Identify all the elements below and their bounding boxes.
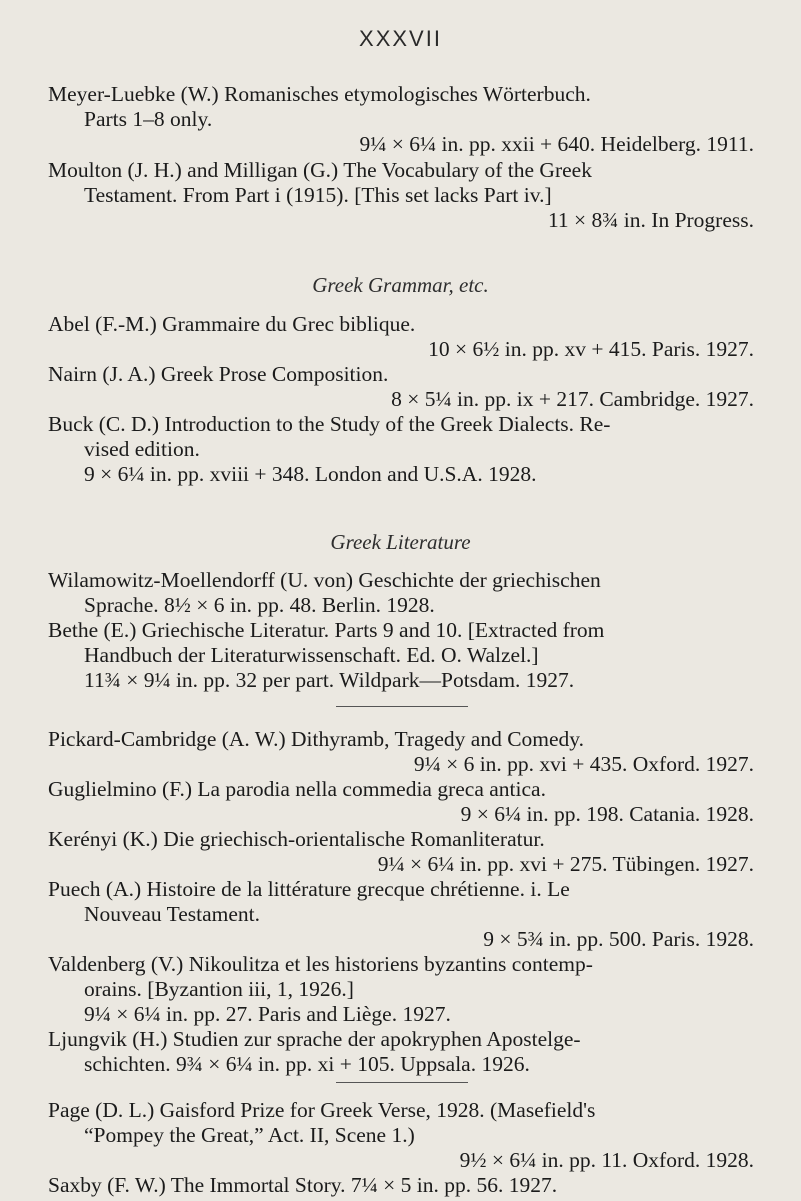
entry-abel [48,312,778,362]
entry-line: Sprache. 8½ × 6 in. pp. 48. Berlin. 1928. [84,593,435,617]
entry-line: Guglielmino (F.) La parodia nella commedia greca antica. [48,777,546,801]
entry-line: Kerényi (K.) Die griechisch-orientalische Romanliteratur. [48,827,545,851]
entry-line: 11 × 8¾ in. In Progress. [547,208,754,232]
page-number: XXXVII [359,26,442,51]
entry-line: Bethe (E.) Griechische Literatur. Parts 9 and 10. [Extracted from [48,618,605,642]
entry-line: Moulton (J. H.) and Milligan (G.) The Vocabulary of the Greek [48,158,592,182]
entry-line: 9¼ × 6¼ in. pp. xvi + 275. Tübingen. 1927. [377,852,754,876]
entry-line: 11¾ × 9¼ in. pp. 32 per part. Wildpark—Potsdam. 1927. [84,668,575,692]
entry-line: Abel (F.-M.) Grammaire du Grec biblique. [48,312,416,336]
entry-moulton [48,158,778,233]
entry-line: Parts 1–8 only. [84,107,213,131]
entry-line: Saxby (F. W.) The Immortal Story. 7¼ × 5 in. pp. 56. 1927. [48,1173,558,1197]
entry-line: 9 × 5¾ in. pp. 500. Paris. 1928. [483,927,754,951]
entry-nairn [48,362,778,412]
entry-puech [48,877,778,952]
entry-line: Pickard-Cambridge (A. W.) Dithyramb, Tragedy and Comedy. [48,727,585,751]
entry-buck [48,412,778,487]
entry-saxby [48,1173,778,1198]
entry-line: Nouveau Testament. [84,902,261,926]
entry-line: 9 × 6¼ in. pp. 198. Catania. 1928. [460,802,754,826]
entry-line: Page (D. L.) Gaisford Prize for Greek Verse, 1928. (Masefield's [48,1098,596,1122]
entry-line: 9 × 6¼ in. pp. xviii + 348. London and U.S.A. 1928. [84,462,537,486]
entry-meyer-luebke [48,82,778,157]
entry-ljungvik [48,1027,778,1077]
entry-line: 9½ × 6¼ in. pp. 11. Oxford. 1928. [459,1148,754,1172]
entry-line: orains. [Byzantion iii, 1, 1926.] [84,977,354,1001]
entry-line: schichten. 9¾ × 6¼ in. pp. xi + 105. Uppsala. 1926. [84,1052,530,1076]
entry-guglielmino [48,777,778,827]
entry-line: Handbuch der Literaturwissenschaft. Ed. O. Walzel.] [84,643,539,667]
entry-line: Puech (A.) Histoire de la littérature grecque chrétienne. i. Le [48,877,570,901]
entry-pickard-cambridge [48,727,778,777]
section-divider [336,1082,468,1083]
entry-line: 9¼ × 6 in. pp. xvi + 435. Oxford. 1927. [413,752,754,776]
entry-page [48,1098,778,1173]
entry-line: 9¼ × 6¼ in. pp. xxii + 640. Heidelberg. 1911. [359,132,754,156]
entry-line: 10 × 6½ in. pp. xv + 415. Paris. 1927. [428,337,754,361]
entry-line: Valdenberg (V.) Nikoulitza et les historiens byzantins contemp- [48,952,593,976]
entry-kerenyi [48,827,778,877]
section-heading-greek-grammar: Greek Grammar, etc. [312,273,489,297]
entry-line: Meyer-Luebke (W.) Romanisches etymologisches Wörterbuch. [48,82,591,106]
entry-line: 8 × 5¼ in. pp. ix + 217. Cambridge. 1927. [391,387,754,411]
section-heading-greek-literature: Greek Literature [330,530,471,554]
entry-line: “Pompey the Great,” Act. II, Scene 1.) [84,1123,415,1147]
entry-valdenberg [48,952,778,1027]
entry-line: Ljungvik (H.) Studien zur sprache der apokryphen Apostelge- [48,1027,581,1051]
entry-line: Testament. From Part i (1915). [This set lacks Part iv.] [84,183,552,207]
entry-line: vised edition. [84,437,200,461]
section-divider [336,706,468,707]
entry-line: 9¼ × 6¼ in. pp. 27. Paris and Liège. 1927. [84,1002,451,1026]
entry-wilamowitz [48,568,778,618]
entry-line: Wilamowitz-Moellendorff (U. von) Geschichte der griechischen [48,568,601,592]
entry-line: Nairn (J. A.) Greek Prose Composition. [48,362,389,386]
entry-line: Buck (C. D.) Introduction to the Study of the Greek Dialects. Re- [48,412,611,436]
entry-bethe [48,618,778,693]
